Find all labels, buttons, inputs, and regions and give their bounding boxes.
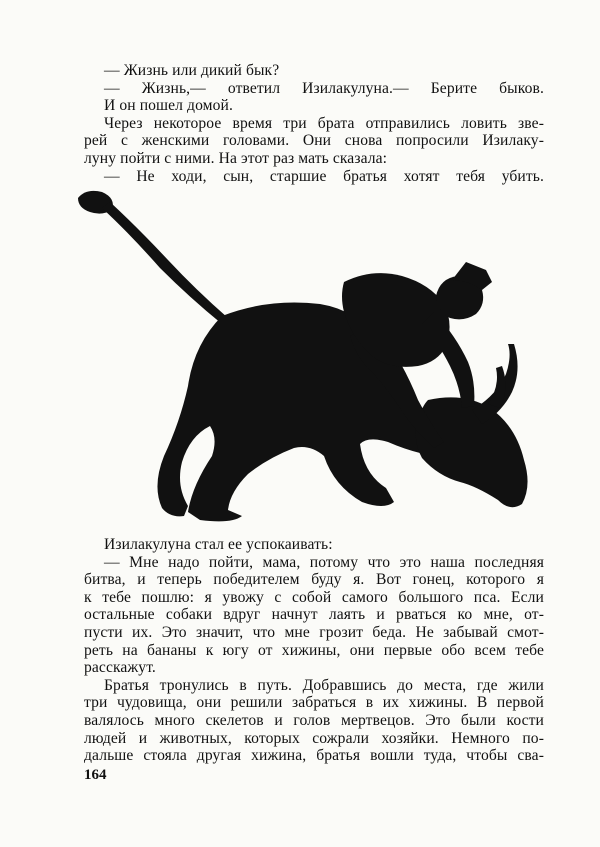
text-line: — Жизнь или дикий бык? bbox=[104, 62, 280, 79]
text-line: — Не ходи, сын, старшие братья хотят тебя убить. bbox=[104, 167, 544, 185]
text-line: реть на бананы к югу от хижины, они первые обо всем тебе bbox=[84, 641, 544, 659]
text-line: луну пойти с ними. На этот раз мать сказала: bbox=[84, 149, 388, 167]
text-line: пусти их. Это значит, что мне грозит беда. Не забывай смот- bbox=[84, 623, 544, 641]
bull-and-man-silhouette bbox=[78, 191, 528, 521]
bull-head bbox=[416, 397, 528, 507]
text-line: расскажут. bbox=[84, 659, 156, 677]
text-line: дальше стояла другая хижина, братья вошли туда, чтобы сва- bbox=[84, 747, 544, 765]
bull-tail bbox=[102, 202, 228, 324]
bull-horn bbox=[472, 344, 518, 424]
woodcut-illustration bbox=[72, 186, 542, 526]
text-line: валялось много скелетов и голов мертвецов. Это были кости bbox=[84, 711, 544, 729]
text-block-top bbox=[84, 62, 544, 185]
text-line: — Жизнь,— ответил Изилакулуна.— Берите быков. bbox=[104, 79, 544, 97]
text-line: к тебе пошлю: я увожу с собой самого большого пса. Если bbox=[84, 588, 544, 606]
text-line: Братья тронулись в путь. Добравшись до места, где жили bbox=[104, 676, 544, 694]
text-line: рей с женскими головами. Они снова попросили Изилаку- bbox=[84, 132, 544, 150]
text-line: Изилакулуна стал ее успокаивать: bbox=[104, 536, 333, 553]
page-number: 164 bbox=[84, 767, 107, 783]
text-block-bottom bbox=[84, 536, 544, 765]
text-line: Через некоторое время три брата отправились ловить зве- bbox=[104, 114, 544, 132]
text-line: — Мне надо пойти, мама, потому что это наша последняя bbox=[104, 553, 544, 571]
text-line: остальные собаки вдруг начнут лаять и рваться ко мне, от- bbox=[84, 606, 544, 624]
text-line: И он пошел домой. bbox=[104, 97, 233, 115]
text-line: людей и животных, которых сожрали хозяйки. Немного по- bbox=[84, 729, 544, 747]
text-line: битва, и теперь победителем буду я. Вот гонец, которого я bbox=[84, 571, 544, 589]
text-line: три чудовища, они решили забраться в их хижины. В первой bbox=[84, 694, 544, 712]
